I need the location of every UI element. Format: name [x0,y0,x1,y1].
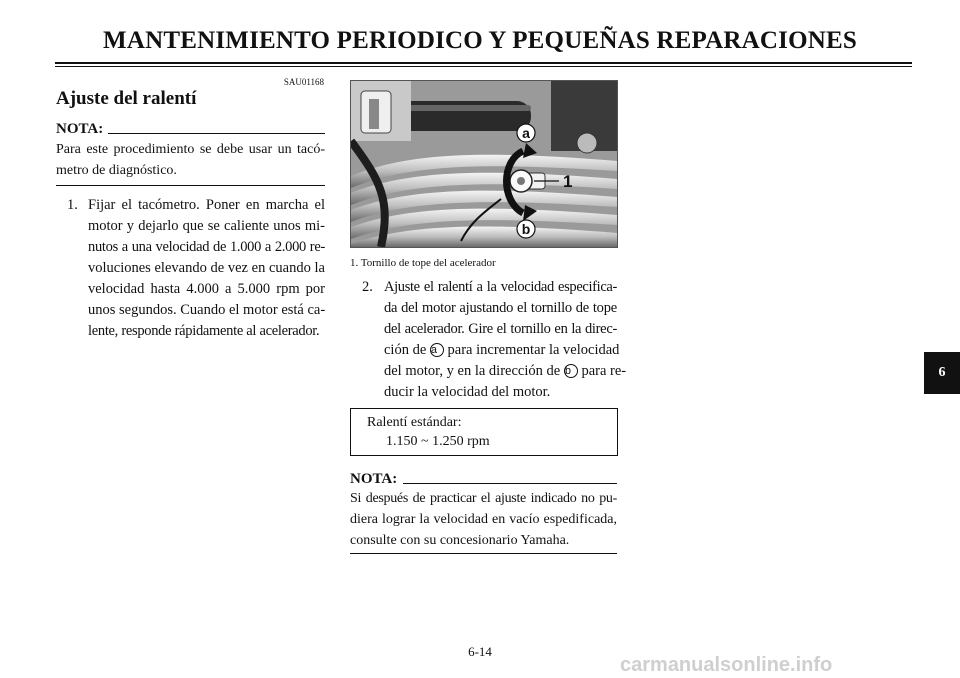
step1-line: voluciones elevando de vez en cuando la [88,260,325,276]
direction-b-marker: b [564,364,578,378]
step2-line: del acelerador. Gire el tornillo en la direc- [384,321,617,337]
page-header-title: MANTENIMIENTO PERIODICO Y PEQUEÑAS REPARACIONES [103,27,857,54]
label-b-marker [517,220,535,238]
step2-number: 2. [362,279,373,295]
step2-line: da del motor ajustando el tornillo de tope [384,300,617,316]
note2-line: Si después de practicar el ajuste indicado no pu- [350,491,617,506]
watermark: carmanualsonline.info [620,654,833,676]
step2-line4-post: para incrementar la velocidad [447,342,620,358]
figure-caption: 1. Tornillo de tope del acelerador [350,257,496,269]
note1-heading: NOTA: [56,121,104,137]
step1-line: velocidad hasta 4.000 a 5.000 rpm por [88,281,325,297]
step2-line5-pre: del motor, y en la dirección de [384,363,561,379]
direction-a-marker: a [430,343,444,357]
chapter-tab: 6 [924,352,960,394]
note1-heading-rule [108,133,325,134]
step1-line: motor y dejarlo que se caliente unos mi- [88,218,325,234]
spec-label: Ralentí estándar: [367,415,462,430]
step1-line: nutos a una velocidad de 1.000 a 2.000 re- [88,239,325,255]
step2-text [384,277,627,403]
step2-line: Ajuste el ralentí a la velocidad especifica- [384,279,617,295]
page-number: 6-14 [468,644,492,659]
engine-illustration [351,81,617,247]
spec-value: 1.150 ~ 1.250 rpm [386,434,490,449]
note2-body [350,488,617,551]
section-title: Ajuste del ralentí [56,88,197,109]
note2-line: diera lograr la velocidad en vacío espedificada, [350,512,617,527]
step2-line [384,361,627,382]
step2-line5-post: para re- [581,363,627,379]
note2-end-rule [350,553,617,554]
header-rule-thin [55,66,912,67]
throttle-stop-screw-figure [350,80,618,248]
step2-line: ducir la velocidad del motor. [384,384,551,400]
note1-line: Para este procedimiento se debe usar un tacó- [56,142,325,157]
figure-label-b: b [521,221,531,237]
step1 [67,195,325,345]
note1-end-rule [56,185,325,186]
note2-heading: NOTA: [350,471,398,487]
note1-line: metro de diagnóstico. [56,163,177,178]
step2 [362,277,627,403]
note2-line: consulte con su concesionario Yamaha. [350,533,570,548]
step1-line: unos segundos. Cuando el motor está ca- [88,302,326,318]
note2-heading-rule [403,483,617,484]
step1-text [88,195,325,342]
label-a-marker [517,124,535,142]
header-rule-thick [55,62,912,64]
step2-line [384,340,620,361]
note1-body [56,139,325,181]
figure-label-a: a [522,125,530,141]
figure-label-1: 1 [563,172,573,191]
section-code: SAU01168 [283,77,324,87]
idle-spec-box [350,408,618,456]
step1-line: lente, responde rápidamente al acelerador. [88,323,320,339]
step1-number: 1. [67,197,78,213]
step2-line4-pre: ción de [384,342,427,358]
step1-line: Fijar el tacómetro. Poner en marcha el [88,197,325,213]
